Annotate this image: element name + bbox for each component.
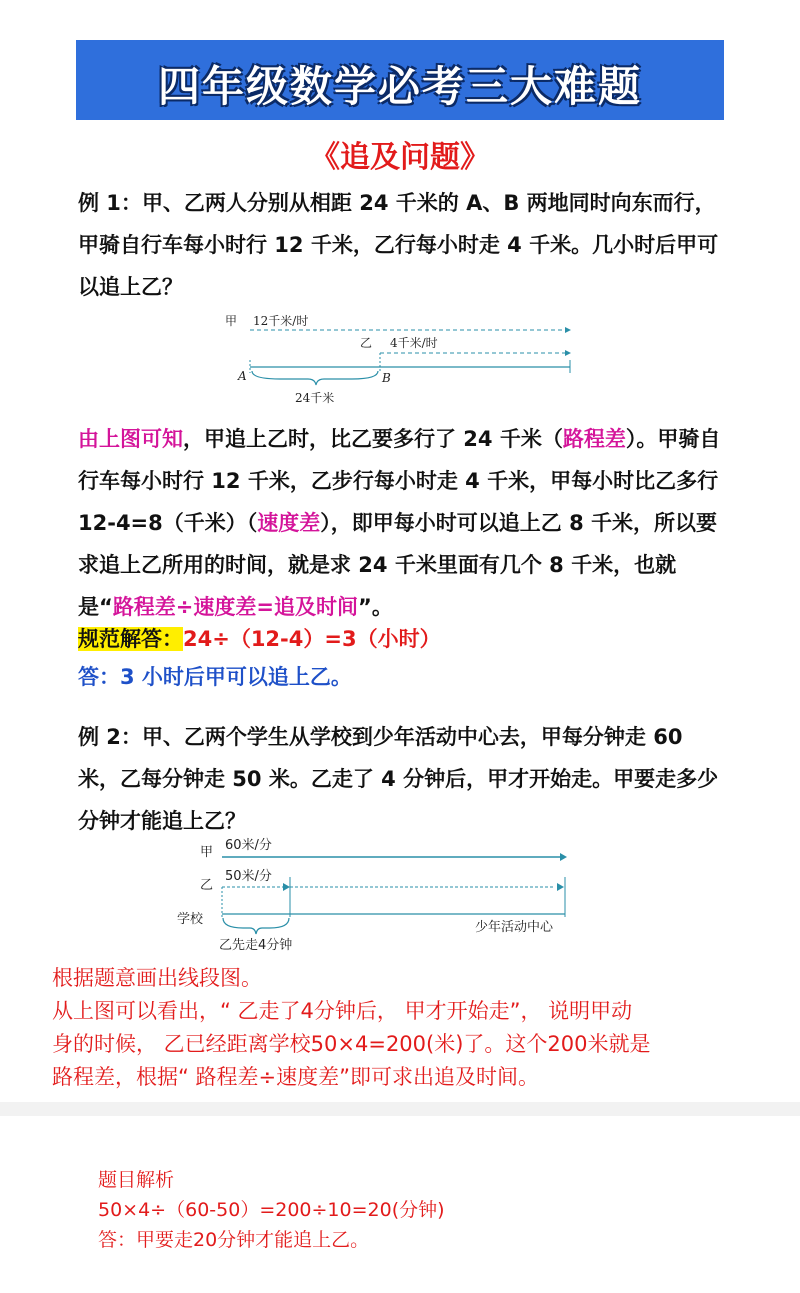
example-2-question <box>78 716 728 842</box>
diagram1-point-a: A <box>238 369 247 383</box>
diagram2-jia-label: 甲 <box>200 845 214 860</box>
diagram2-jia-speed: 60米/分 <box>225 838 272 853</box>
answer-1: 答：3 小时后甲可以追上乙。 <box>78 665 352 689</box>
red-line: 路程差，根据“ 路程差÷速度差”即可求出追及时间。 <box>52 1065 540 1089</box>
example-1-question <box>78 182 728 308</box>
example-1-explanation <box>78 418 728 628</box>
explain1-p5: 速度差 <box>257 511 321 535</box>
example-2-text: 甲、乙两个学生从学校到少年活动中心去，甲每分钟走 60 米，乙每分钟走 50 米。乙走了 4 分钟后，甲才开始走。甲要走多少分钟才能追上乙？ <box>78 725 719 833</box>
example-2-label: 例 2： <box>78 725 142 749</box>
explain1-p2: ，甲追上乙时，比乙要多行了 24 千米（ <box>183 427 563 451</box>
solution1-label: 规范解答： <box>78 627 183 651</box>
diagram1-point-b: B <box>382 371 391 385</box>
page-title: 四年级数学必考三大难题 <box>157 62 642 111</box>
page-subtitle: 《追及问题》 <box>310 140 490 175</box>
diagram1-brace <box>252 371 378 385</box>
diagram2-yi-label: 乙 <box>200 878 214 893</box>
explain1-p4: ）。甲骑自行车每小时行 12 千米，乙步行每小时走 4 千米，甲每小时比乙多行 12-4=8（千米）（ <box>78 427 721 535</box>
diagram-2 <box>175 832 595 957</box>
explain1-p6: ），即甲每小时可以追上乙 8 千米，所以要求追上乙所用的时间，就是求 24 千米里面有几个 8 千米，也就是“ <box>78 511 717 619</box>
arrow-head-icon <box>557 883 564 891</box>
diagram2-yi-speed: 50米/分 <box>225 869 272 884</box>
diagram2-center: 少年活动中心 <box>475 920 554 935</box>
diagram2-school: 学校 <box>177 912 204 927</box>
analysis-section <box>98 1165 445 1255</box>
diagram-1 <box>220 305 590 410</box>
solution-1 <box>78 618 728 660</box>
red-line: 根据题意画出线段图。 <box>52 966 262 990</box>
example-2-red-explanation <box>52 962 752 1094</box>
section-divider <box>0 1102 800 1116</box>
diagram1-yi-speed: 4千米/时 <box>390 336 438 350</box>
diagram2-brace <box>223 918 289 934</box>
red-line: 身的时候， 乙已经距离学校50×4=200(米)了。这个200米就是 <box>52 1032 651 1056</box>
explain1-p7: 路程差÷速度差=追及时间 <box>112 595 359 619</box>
diagram1-yi-label: 乙 <box>360 336 373 350</box>
analysis-answer: 答：甲要走20分钟才能追上乙。 <box>98 1229 370 1251</box>
analysis-title: 题目解析 <box>98 1169 175 1191</box>
diagram1-jia-label: 甲 <box>225 314 238 328</box>
explain1-p1: 由上图可知 <box>78 427 183 451</box>
arrow-head-icon <box>283 883 290 891</box>
diagram2-head-start: 乙先走4分钟 <box>219 938 293 953</box>
diagram1-distance: 24千米 <box>295 391 335 405</box>
solution1-formula: 24÷（12-4）=3（小时） <box>183 627 441 651</box>
diagram1-jia-speed: 12千米/时 <box>253 314 309 328</box>
arrow-head-icon <box>565 327 571 333</box>
arrow-head-icon <box>565 350 571 356</box>
red-line: 从上图可以看出，“ 乙走了4分钟后， 甲才开始走”， 说明甲动 <box>52 999 633 1023</box>
arrow-head-icon <box>560 853 567 861</box>
explain1-p3: 路程差 <box>562 427 626 451</box>
example-1-text: 甲、乙两人分别从相距 24 千米的 A、B 两地同时向东而行，甲骑自行车每小时行 12 千米，乙行每小时走 4 千米。几小时后甲可以追上乙？ <box>78 191 719 299</box>
explain1-p8: ”。 <box>358 595 393 619</box>
title-banner <box>76 40 724 120</box>
example-1-label: 例 1： <box>78 191 142 215</box>
analysis-formula: 50×4÷（60-50）=200÷10=20(分钟) <box>98 1199 445 1221</box>
